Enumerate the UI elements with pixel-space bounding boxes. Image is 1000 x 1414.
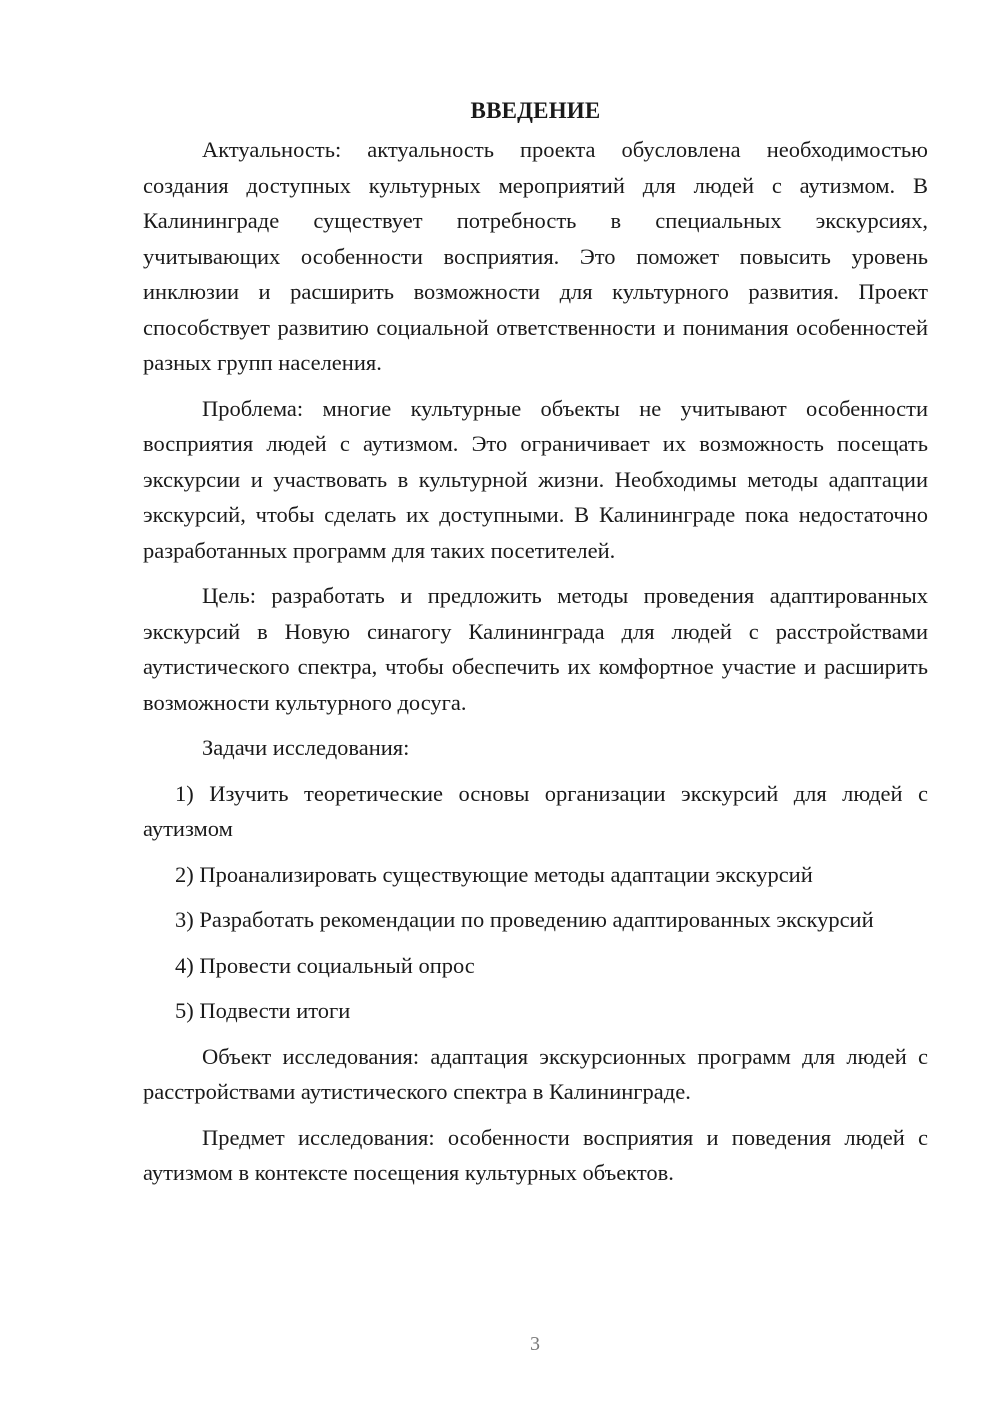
- task-item-3: 3) Разработать рекомендации по проведению адаптированных экскурсий: [175, 907, 874, 932]
- goal-paragraph: Цель: разработать и предложить методы проведения адаптированных экскурсий в Новую синагогу Калининграда для людей с расстройствами аутистического спектра, чтобы обеспечить их комфортное участие и расширить возможности культурного досуга.: [143, 583, 928, 715]
- relevance-paragraph: Актуальность: актуальность проекта обусловлена необходимостью создания доступных культурных мероприятий для людей с аутизмом. В Калининграде существует потребность в специальных экскурсиях, учитывающих особенности восприятия. Это поможет повысить уровень инклюзии и расширить возможности для культурного развития. Проект способствует развитию социальной ответственности и понимания особенностей разных групп населения.: [143, 137, 928, 375]
- document-page: [143, 93, 928, 1201]
- tasks-heading: Задачи исследования:: [202, 735, 410, 760]
- task-item-5: 5) Подвести итоги: [175, 998, 351, 1023]
- page-number: 3: [530, 1333, 540, 1355]
- task-item-1: 1) Изучить теоретические основы организации экскурсий для людей с аутизмом: [143, 780, 928, 841]
- tasks-list: [143, 776, 928, 1029]
- task-item-4: 4) Провести социальный опрос: [175, 952, 475, 978]
- section-heading: ВВЕДЕНИЕ: [470, 98, 601, 123]
- research-object-paragraph: Объект исследования: адаптация экскурсионных программ для людей с расстройствами аутистического спектра в Калининграде.: [143, 1043, 928, 1104]
- research-subject-paragraph: Предмет исследования: особенности восприятия и поведения людей с аутизмом в контексте посещения культурных объектов.: [143, 1124, 928, 1185]
- task-item-2: 2) Проанализировать существующие методы адаптации экскурсий: [175, 861, 813, 887]
- problem-paragraph: Проблема: многие культурные объекты не учитывают особенности восприятия людей с аутизмом. Это ограничивает их возможность посещать экскурсии и участвовать в культурной жизни. Необходимы методы адаптации экскурсий, чтобы сделать их доступными. В Калининграде пока недостаточно разработанных программ для таких посетителей.: [143, 395, 928, 563]
